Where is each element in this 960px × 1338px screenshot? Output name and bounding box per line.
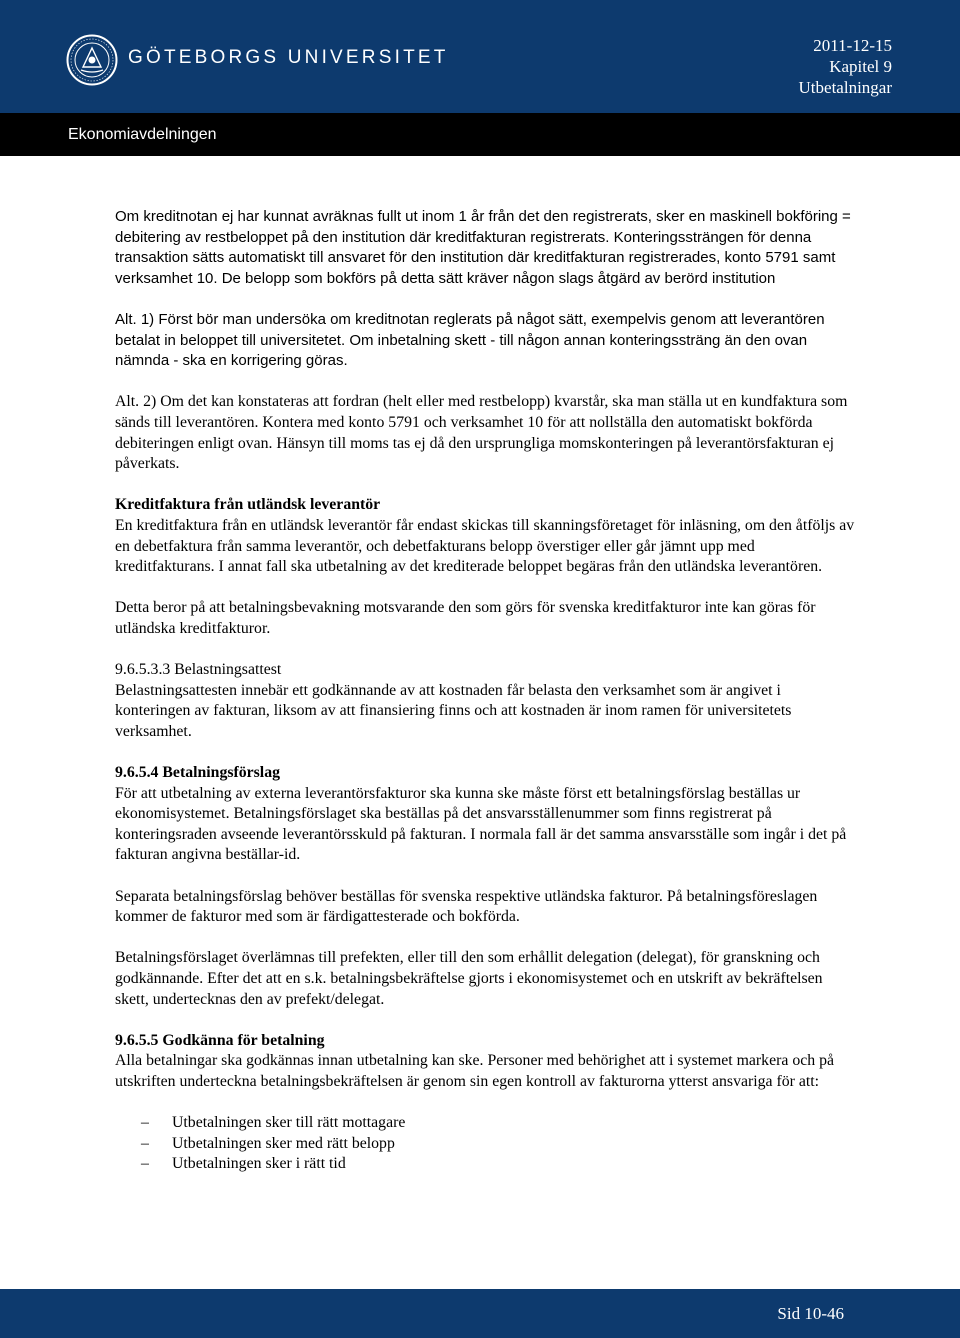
paragraph-separate-proposals: Separata betalningsförslag behöver beställas för svenska respektive utländska fakturor. På betalningsföreslagen kommer de fakturor med som är färdigattesterade och bokförda. <box>115 887 818 926</box>
dash-bullet-icon: – <box>141 1134 149 1152</box>
document-body <box>115 207 855 1175</box>
heading-godkanna: 9.6.5.5 Godkänna för betalning <box>115 1031 325 1049</box>
paragraph-alt1 <box>115 310 855 372</box>
credit-note-text-b: Konteringssträngen för denna transaktion sätts automatiskt till ansvaret för den institution där kreditfakturan registrerades, konto 5791 samt verksamhet 10. De belopp som bokförs på detta sätt kräver någon slags åtgärd av berörd institution <box>115 228 836 287</box>
list-item <box>115 1134 855 1155</box>
paragraph-belastningsattest: Belastningsattesten innebär ett godkännande av att kostnaden får belasta den verksamhet som är angivet i konteringen av fakturan, liksom av att finansiering finns och att kostnaden är inom ramen för universitetets verksamhet. <box>115 681 792 740</box>
document-date: 2011-12-15 <box>813 36 892 55</box>
paragraph-delegate: Betalningsförslaget överlämnas till prefekten, eller till den som erhållit delegation (delegat), för granskning och godkännande. Efter det att en s.k. betalningsbekräftelse gjorts i ekonomisystemet och en utskrift av bekräftelsen skett, undertecknas den av prefekt/delegat. <box>115 949 823 1008</box>
list-item-text: Utbetalningen sker i rätt tid <box>172 1155 346 1173</box>
page-number: Sid 10-46 <box>777 1304 844 1323</box>
university-name: GÖTEBORGS UNIVERSITET <box>128 47 449 68</box>
list-item-text: Utbetalningen sker med rätt belopp <box>172 1134 395 1152</box>
alt1-text-b: Om inbetalning skett - till någon annan konteringssträng än den ovan nämnda - ska en korrigering göras. <box>115 331 808 370</box>
dash-bullet-icon: – <box>141 1114 149 1132</box>
list-item <box>115 1154 855 1175</box>
chapter-label: Kapitel 9 <box>829 57 892 76</box>
heading-foreign-credit: Kreditfaktura från utländsk leverantör <box>115 496 381 514</box>
university-seal-logo <box>66 34 118 86</box>
paragraph-credit-note <box>115 207 855 289</box>
paragraph-godkanna: Alla betalningar ska godkännas innan utbetalning kan ske. Personer med behörighet att i systemet markera och på utskriften underteckna betalningsbekräftelsen är genom sin egen kontroll av fakturorna ytterst ansvariga för att: <box>115 1052 834 1090</box>
dash-bullet-icon: – <box>141 1155 149 1173</box>
department-name: Ekonomiavdelningen <box>68 126 217 143</box>
heading-belastningsattest: 9.6.5.3.3 Belastningsattest <box>115 661 282 679</box>
responsibility-list <box>115 1113 855 1175</box>
list-item <box>115 1113 855 1134</box>
header-meta <box>799 35 892 98</box>
paragraph-betalningsforslag: För att utbetalning av externa leverantörsfakturor ska kunna ske måste först ett betalningsförslag beställas ur ekonomisystemet. Betalningsförslaget ska beställas på det ansvarsställenummer som finns registrerat på konteringsraden avseende leverantörsskuld på fakturan. I normala fall är det samma ansvarsställe som ingår i det på fakturan angivna beställar-id. <box>115 784 847 864</box>
paragraph-foreign-credit: En kreditfaktura från en utländsk leverantör får endast skickas till skanningsföretaget för inläsning, om den åtföljs av en debetfaktura från samma leverantör, och debetfakturans belopp överstiger eller går jämnt upp med kreditfakturans. I annat fall ska utbetalning av det krediterade beloppet begäras från den utländska leverantören. <box>115 516 855 576</box>
paragraph-alt2: Alt. 2) Om det kan konstateras att fordran (helt eller med restbelopp) kvarstår, ska man ställa ut en kundfaktura som sänds till leverantören. Kontera med konto 5791 och verksamhet 10 för att nollställa den automatiskt bokförda debiteringen enligt ovan. Hänsyn till moms tas ej då den ursprungliga momskonteringen på leverantörsfakturan ej påverkats. <box>115 393 848 473</box>
paragraph-reason: Detta beror på att betalningsbevakning motsvarande den som görs för svenska kreditfakturor inte kan göras för utländska kreditfakturor. <box>115 599 816 637</box>
heading-betalningsforslag: 9.6.5.4 Betalningsförslag <box>115 764 280 782</box>
list-item-text: Utbetalningen sker till rätt mottagare <box>172 1114 406 1132</box>
alt1-text-a: Alt. 1) Först bör man undersöka om kreditnotan reglerats på något sätt, exempelvis genom att leverantören betalat in beloppet till universitetet. <box>115 310 825 349</box>
section-label: Utbetalningar <box>798 78 892 97</box>
credit-note-text-a: Om kreditnotan ej har kunnat avräknas fullt ut inom 1 år från det den registrerats, sker en maskinell bokföring = debitering av restbeloppet på den institution där kreditfakturan registrerats. <box>115 208 851 246</box>
